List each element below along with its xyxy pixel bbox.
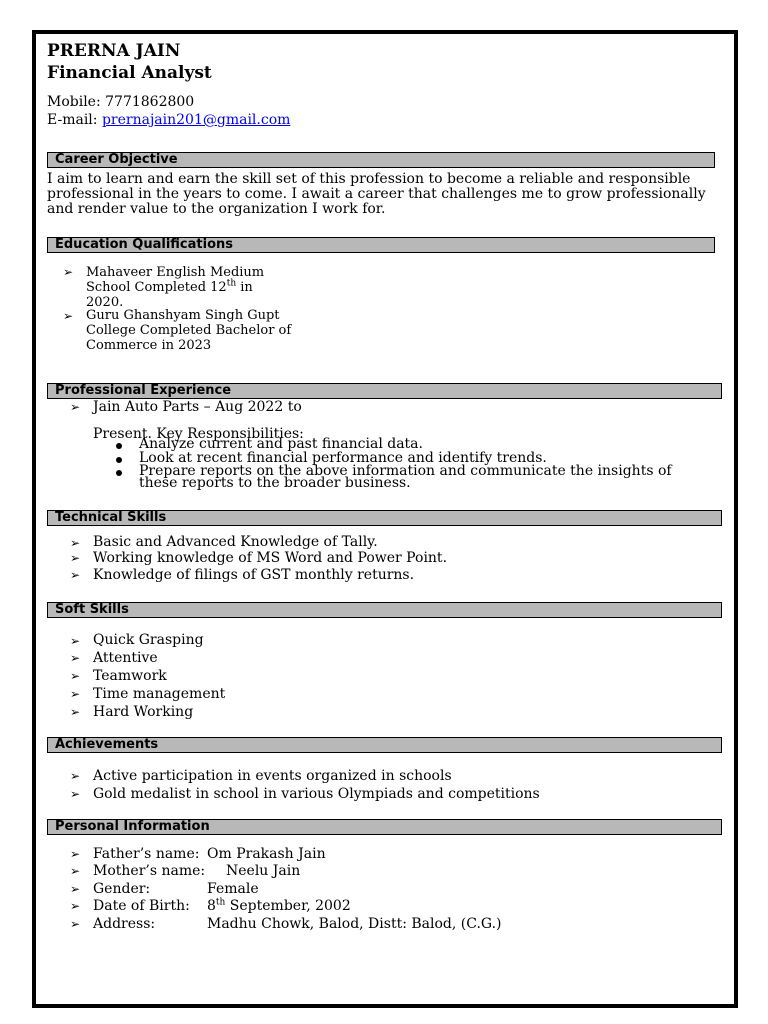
- arrow-bullet-icon: ➢: [70, 651, 81, 665]
- education-line: Commerce in 2023: [86, 338, 212, 353]
- section-header-technical-skills: Technical Skills: [47, 510, 722, 526]
- education-line: School Completed 12th in: [86, 278, 253, 295]
- arrow-bullet-icon: ➢: [70, 536, 81, 550]
- arrow-bullet-icon: ➢: [70, 769, 81, 783]
- soft-skill-item: Attentive: [93, 650, 158, 666]
- arrow-bullet-icon: ➢: [70, 847, 81, 861]
- gender-label: Gender:: [93, 881, 151, 897]
- mother-name-label: Mother’s name:: [93, 863, 206, 879]
- arrow-bullet-icon: ➢: [70, 864, 81, 878]
- career-objective-line: professional in the years to come. I await a career that challenges me to grow professionally: [47, 186, 706, 202]
- arrow-bullet-icon: ➢: [70, 400, 81, 414]
- education-item-1: [86, 265, 264, 310]
- email-link[interactable]: prernajain201@gmail.com: [101, 112, 291, 128]
- candidate-name: PRERNA JAIN: [47, 41, 181, 61]
- section-header-soft-skills: Soft Skills: [47, 602, 722, 618]
- arrow-bullet-icon: ➢: [70, 669, 81, 683]
- career-objective-text: [47, 172, 727, 217]
- address-value: Madhu Chowk, Balod, Distt: Balod, (C.G.): [207, 916, 502, 932]
- technical-skill-item: Basic and Advanced Knowledge of Tally.: [93, 534, 378, 550]
- father-name-value: Om Prakash Jain: [207, 846, 326, 862]
- achievement-item: Gold medalist in school in various Olympiads and competitions: [93, 786, 540, 802]
- arrow-bullet-icon: ➢: [63, 265, 74, 279]
- soft-skill-item: Quick Grasping: [93, 632, 204, 648]
- gender-value: Female: [207, 881, 259, 897]
- section-header-education: Education Qualifications: [47, 237, 715, 253]
- job-title: Financial Analyst: [47, 63, 212, 83]
- education-item-2: [86, 308, 291, 353]
- responsibility-line: these reports to the broader business.: [139, 475, 411, 491]
- education-line: College Completed Bachelor of: [86, 323, 292, 338]
- section-header-achievements: Achievements: [47, 737, 722, 753]
- arrow-bullet-icon: ➢: [70, 568, 81, 582]
- mobile-number: 7771862800: [105, 94, 195, 110]
- arrow-bullet-icon: ➢: [63, 309, 74, 323]
- responsibility-line: Prepare reports on the above information and communicate the insights of: [139, 463, 672, 479]
- arrow-bullet-icon: ➢: [70, 634, 81, 648]
- arrow-bullet-icon: ➢: [70, 882, 81, 896]
- arrow-bullet-icon: ➢: [70, 687, 81, 701]
- bullet-dot-icon: [116, 457, 122, 463]
- address-label: Address:: [93, 916, 156, 932]
- education-line: Mahaveer English Medium: [86, 265, 265, 280]
- soft-skill-item: Hard Working: [93, 704, 194, 720]
- responsibility-item: [139, 465, 672, 489]
- section-header-experience: Professional Experience: [47, 383, 722, 399]
- education-line: 2020.: [86, 295, 124, 310]
- job-responsibilities-label: Present. Key Responsibilities:: [93, 426, 304, 442]
- section-header-career-objective: Career Objective: [47, 152, 715, 168]
- soft-skill-item: Teamwork: [93, 668, 167, 684]
- arrow-bullet-icon: ➢: [70, 899, 81, 913]
- arrow-bullet-icon: ➢: [70, 787, 81, 801]
- achievement-item: Active participation in events organized in schools: [93, 768, 452, 784]
- technical-skill-item: Knowledge of filings of GST monthly returns.: [93, 567, 415, 583]
- dob-label: Date of Birth:: [93, 898, 190, 914]
- bullet-dot-icon: [116, 470, 122, 476]
- email-label: E-mail:: [47, 112, 98, 128]
- arrow-bullet-icon: ➢: [70, 705, 81, 719]
- arrow-bullet-icon: ➢: [70, 551, 81, 565]
- job-entry: Jain Auto Parts – Aug 2022 to: [93, 399, 302, 415]
- bullet-dot-icon: [116, 443, 122, 449]
- father-name-label: Father’s name:: [93, 846, 200, 862]
- career-objective-line: I aim to learn and earn the skill set of this profession to become a reliable and responsible: [47, 171, 691, 187]
- arrow-bullet-icon: ➢: [70, 917, 81, 931]
- section-header-personal-info: Personal Information: [47, 819, 722, 835]
- email-line: [47, 112, 290, 128]
- mobile-line: [47, 94, 194, 110]
- dob-value: 8th September, 2002: [207, 897, 351, 914]
- career-objective-line: and render value to the organization I work for.: [47, 201, 386, 217]
- mother-name-value: Neelu Jain: [226, 863, 301, 879]
- responsibility-item: Look at recent financial performance and identify trends.: [139, 450, 547, 466]
- technical-skill-item: Working knowledge of MS Word and Power Point.: [93, 550, 448, 566]
- education-line: Guru Ghanshyam Singh Gupt: [86, 308, 280, 323]
- responsibility-item: Analyze current and past financial data.: [139, 436, 423, 452]
- mobile-label: Mobile:: [47, 94, 101, 110]
- soft-skill-item: Time management: [93, 686, 226, 702]
